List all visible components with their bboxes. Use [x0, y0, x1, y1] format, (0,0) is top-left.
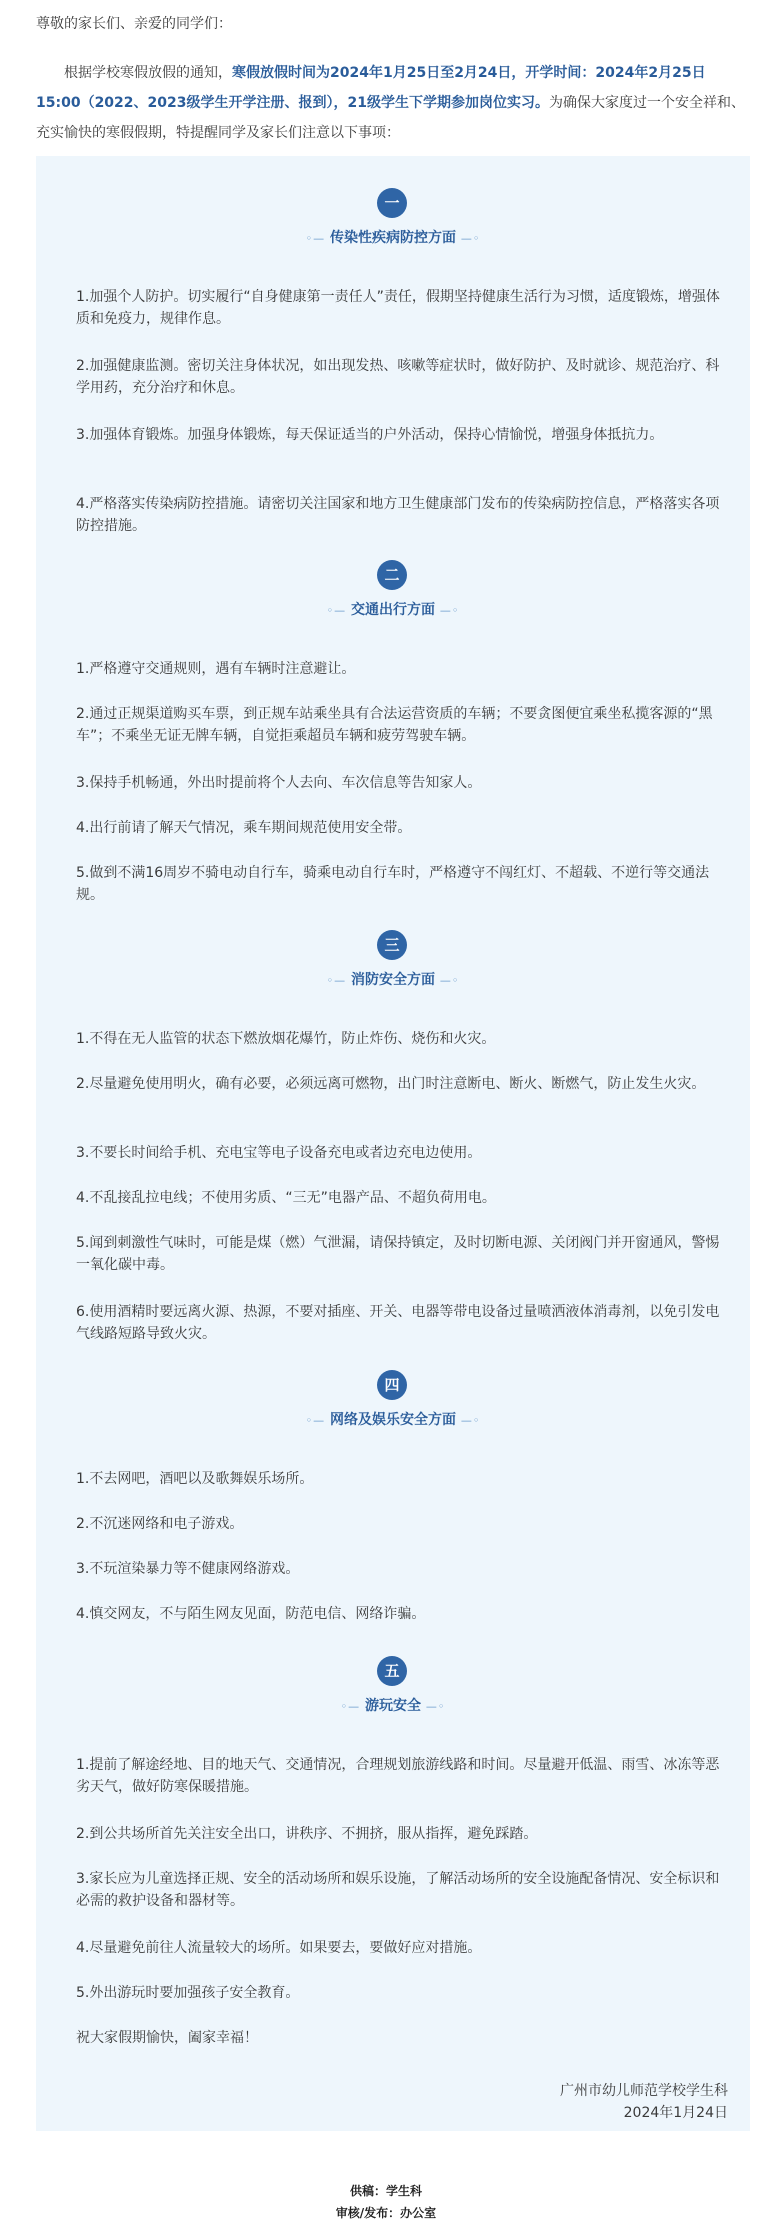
footer-publisher: 审核/发布：办公室 — [335, 2206, 437, 2220]
list-item: 4.慎交网友，不与陌生网友见面，防范电信、网络诈骗。 — [76, 1606, 426, 1622]
list-item: 2.到公共场所首先关注安全出口，讲秩序、不拥挤，服从指挥，避免踩踏。 — [76, 1826, 538, 1842]
intro-text: 根据学校寒假放假的通知， — [64, 65, 232, 81]
intro-highlight: 寒假放假时间为2024年1月25日至2月24日，开学时间：2024年2月25日15:00（2022、2023级学生开学注册、报到），21级学生下学期参加岗位实习。 — [36, 65, 706, 111]
list-item: 6.使用酒精时要远离火源、热源，不要对插座、开关、电器等带电设备过量喷洒液体消毒剂，以免引发电气线路短路导致火灾。 — [76, 1304, 720, 1342]
section-title-text: 网络及娱乐安全方面 — [330, 1412, 456, 1428]
intro-text-2: 为确保大家度过一个安全祥和、充实愉快的寒假假期，特提醒同学及家长们注意以下事项： — [36, 95, 745, 141]
list-item: 3.加强体育锻炼。加强身体锻炼，每天保证适当的户外活动，保持心情愉悦，增强身体抵抗力。 — [76, 427, 664, 443]
title-decoration-right: —◦ — [425, 1700, 446, 1713]
closing-text: 祝大家假期愉快，阖家幸福！ — [76, 2030, 258, 2046]
list-item: 1.不得在无人监管的状态下燃放烟花爆竹，防止炸伤、烧伤和火灾。 — [76, 1031, 496, 1047]
title-decoration-left: ◦— — [305, 232, 326, 245]
section-title-text: 传染性疾病防控方面 — [330, 230, 456, 246]
list-item: 1.提前了解途经地、目的地天气、交通情况，合理规划旅游线路和时间。尽量避开低温、雨雪、冰冻等恶劣天气，做好防寒保暖措施。 — [76, 1757, 720, 1795]
list-item: 1.严格遵守交通规则，遇有车辆时注意避让。 — [76, 661, 356, 677]
list-item: 2.通过正规渠道购买车票，到正规车站乘坐具有合法运营资质的车辆；不要贪图便宜乘坐私揽客源的“黑车”；不乘坐无证无牌车辆，自觉拒乘超员车辆和疲劳驾驶车辆。 — [76, 706, 713, 744]
intro-paragraph — [36, 58, 750, 148]
section-number-badge: 二 — [377, 560, 407, 590]
list-item: 3.家长应为儿童选择正规、安全的活动场所和娱乐设施，了解活动场所的安全设施配备情况、安全标识和必需的救护设备和器材等。 — [76, 1871, 720, 1909]
section-title — [36, 600, 750, 620]
section-number-badge: 四 — [377, 1370, 407, 1400]
section-title — [36, 970, 750, 990]
greeting: 尊敬的家长们、亲爱的同学们： — [36, 16, 232, 32]
list-item: 3.保持手机畅通，外出时提前将个人去向、车次信息等告知家人。 — [76, 775, 482, 791]
list-item: 2.尽量避免使用明火，确有必要，必须远离可燃物，出门时注意断电、断火、断燃气，防止发生火灾。 — [76, 1076, 706, 1092]
title-decoration-right: —◦ — [460, 232, 481, 245]
title-decoration-left: ◦— — [340, 1700, 361, 1713]
title-decoration-left: ◦— — [305, 1414, 326, 1427]
title-decoration-left: ◦— — [326, 604, 347, 617]
notice-card — [36, 156, 750, 2131]
title-decoration-right: —◦ — [439, 604, 460, 617]
list-item: 4.尽量避免前往人流量较大的场所。如果要去，要做好应对措施。 — [76, 1940, 482, 1956]
list-item: 2.加强健康监测。密切关注身体状况，如出现发热、咳嗽等症状时，做好防护、及时就诊、规范治疗、科学用药，充分治疗和休息。 — [76, 358, 720, 396]
list-item: 1.加强个人防护。切实履行“自身健康第一责任人”责任，假期坚持健康生活行为习惯，适度锻炼，增强体质和免疫力，规律作息。 — [76, 289, 720, 327]
section-number-badge: 一 — [377, 188, 407, 218]
list-item: 2.不沉迷网络和电子游戏。 — [76, 1516, 244, 1532]
list-item: 3.不要长时间给手机、充电宝等电子设备充电或者边充电边使用。 — [76, 1145, 482, 1161]
list-item: 5.闻到刺激性气味时，可能是煤（燃）气泄漏，请保持镇定，及时切断电源、关闭阀门并开窗通风，警惕一氧化碳中毒。 — [76, 1235, 720, 1273]
list-item: 4.不乱接乱拉电线；不使用劣质、“三无”电器产品、不超负荷用电。 — [76, 1190, 496, 1206]
title-decoration-right: —◦ — [460, 1414, 481, 1427]
footer-contributor: 供稿：学生科 — [349, 2184, 422, 2198]
section-title-text: 消防安全方面 — [351, 972, 435, 988]
list-item: 5.做到不满16周岁不骑电动自行车，骑乘电动自行车时，严格遵守不闯红灯、不超载、不逆行等交通法规。 — [76, 865, 710, 903]
signature-date: 2024年1月24日 — [623, 2105, 728, 2121]
list-item: 4.严格落实传染病防控措施。请密切关注国家和地方卫生健康部门发布的传染病防控信息，严格落实各项防控措施。 — [76, 496, 720, 534]
list-item: 1.不去网吧，酒吧以及歌舞娱乐场所。 — [76, 1471, 314, 1487]
list-item: 3.不玩渲染暴力等不健康网络游戏。 — [76, 1561, 300, 1577]
title-decoration-left: ◦— — [326, 974, 347, 987]
section-title — [36, 1696, 750, 1716]
section-number-badge: 三 — [377, 930, 407, 960]
list-item: 5.外出游玩时要加强孩子安全教育。 — [76, 1985, 300, 2001]
section-title-text: 游玩安全 — [365, 1698, 421, 1714]
title-decoration-right: —◦ — [439, 974, 460, 987]
section-title-text: 交通出行方面 — [351, 602, 435, 618]
section-title — [36, 1410, 750, 1430]
section-title — [36, 228, 750, 248]
list-item: 4.出行前请了解天气情况，乘车期间规范使用安全带。 — [76, 820, 412, 836]
signature-org: 广州市幼儿师范学校学生科 — [560, 2083, 728, 2099]
section-number-badge: 五 — [377, 1656, 407, 1686]
